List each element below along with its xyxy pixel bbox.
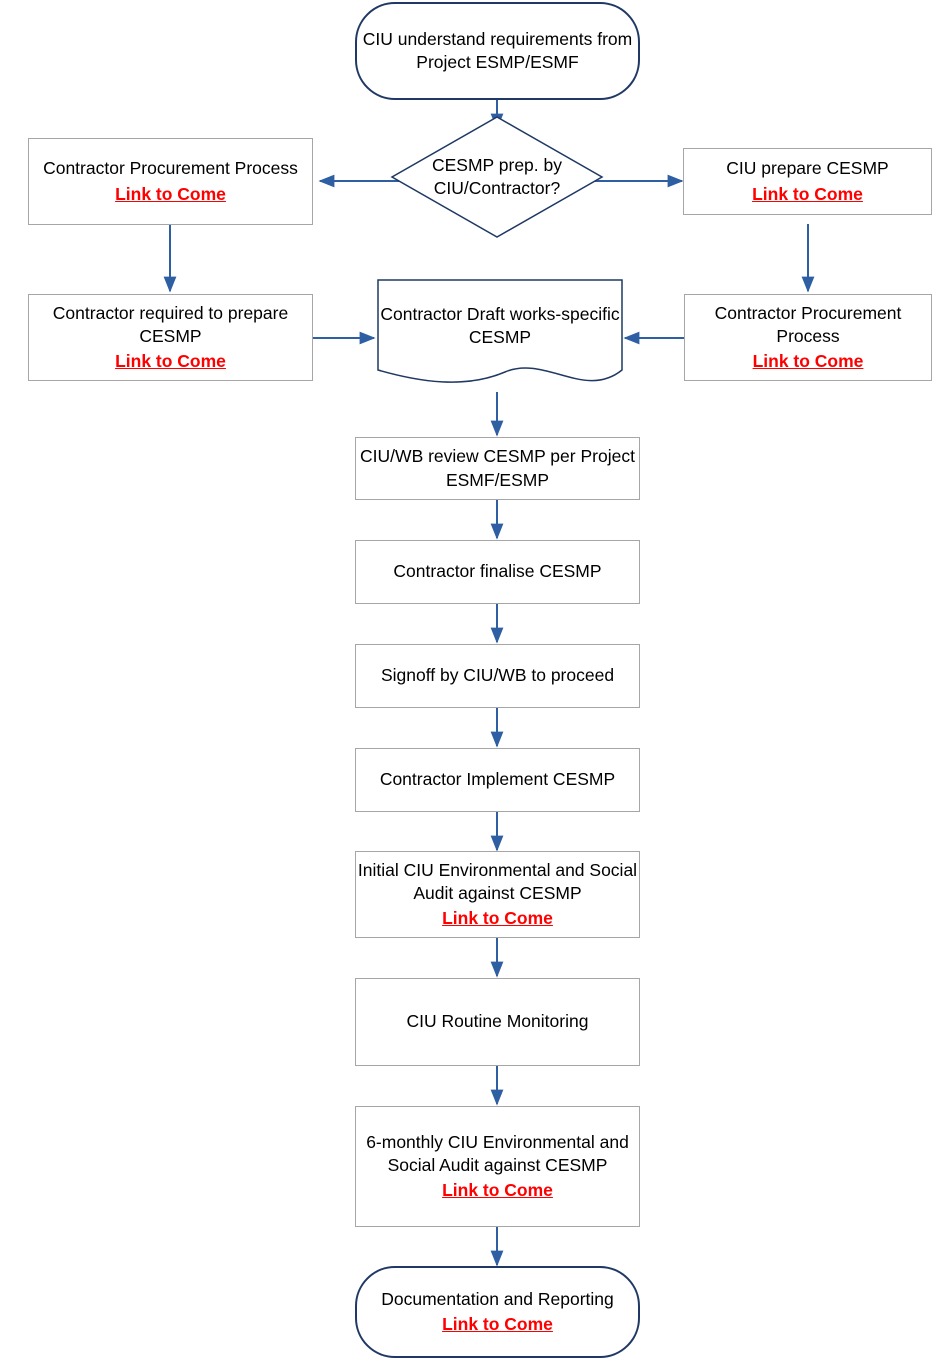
node-documentation (355, 1266, 640, 1358)
link-to-come-contractor-required[interactable]: Link to Come (115, 351, 226, 372)
node-contractor-draft (375, 277, 625, 392)
node-initial-audit-label: Initial CIU Environmental and Social Audit against CESMP (357, 859, 638, 903)
link-to-come-contractor-procurement-right[interactable]: Link to Come (752, 351, 864, 372)
node-implement-label: Contractor Implement CESMP (379, 769, 616, 790)
node-implement (355, 748, 640, 812)
node-contractor-procurement-right (684, 294, 932, 381)
node-routine-monitoring-label: CIU Routine Monitoring (406, 1011, 589, 1032)
node-contractor-procurement-left (28, 138, 313, 225)
node-review-label: CIU/WB review CESMP per Project ESMF/ESMP (360, 446, 635, 490)
link-to-come-contractor-procurement-left[interactable]: Link to Come (115, 183, 226, 204)
node-contractor-draft-label-wrap (375, 277, 625, 376)
link-to-come-documentation[interactable]: Link to Come (442, 1314, 553, 1334)
node-routine-monitoring (355, 978, 640, 1066)
node-signoff-label: Signoff by CIU/WB to proceed (380, 665, 615, 686)
node-signoff (355, 644, 640, 708)
node-finalise (355, 540, 640, 604)
link-to-come-six-monthly-audit[interactable]: Link to Come (442, 1180, 553, 1201)
link-to-come-ciu-prepare-cesmp[interactable]: Link to Come (752, 183, 863, 204)
node-initial-audit (355, 851, 640, 938)
node-contractor-required (28, 294, 313, 381)
node-start-label: CIU understand requirements from Project ESMP/ESMF (362, 28, 633, 72)
node-contractor-draft-label: Contractor Draft works-specific CESMP (380, 304, 620, 348)
link-to-come-initial-audit[interactable]: Link to Come (442, 908, 553, 929)
node-documentation-label: Documentation and Reporting (381, 1288, 614, 1309)
node-decision-label-wrap (390, 115, 604, 239)
node-review (355, 437, 640, 500)
node-six-monthly-audit-label: 6-monthly CIU Environmental and Social Audit against CESMP (366, 1131, 629, 1175)
node-ciu-prepare-cesmp-label: CIU prepare CESMP (726, 158, 889, 179)
node-contractor-procurement-right-label: Contractor Procurement Process (714, 302, 902, 346)
node-contractor-procurement-left-label: Contractor Procurement Process (43, 158, 298, 179)
node-decision (390, 115, 604, 239)
node-six-monthly-audit (355, 1106, 640, 1227)
node-start (355, 2, 640, 100)
node-contractor-required-label: Contractor required to prepare CESMP (52, 302, 289, 346)
node-ciu-prepare-cesmp (683, 148, 932, 215)
node-decision-label: CESMP prep. by CIU/Contractor? (431, 154, 562, 198)
node-finalise-label: Contractor finalise CESMP (393, 561, 602, 582)
